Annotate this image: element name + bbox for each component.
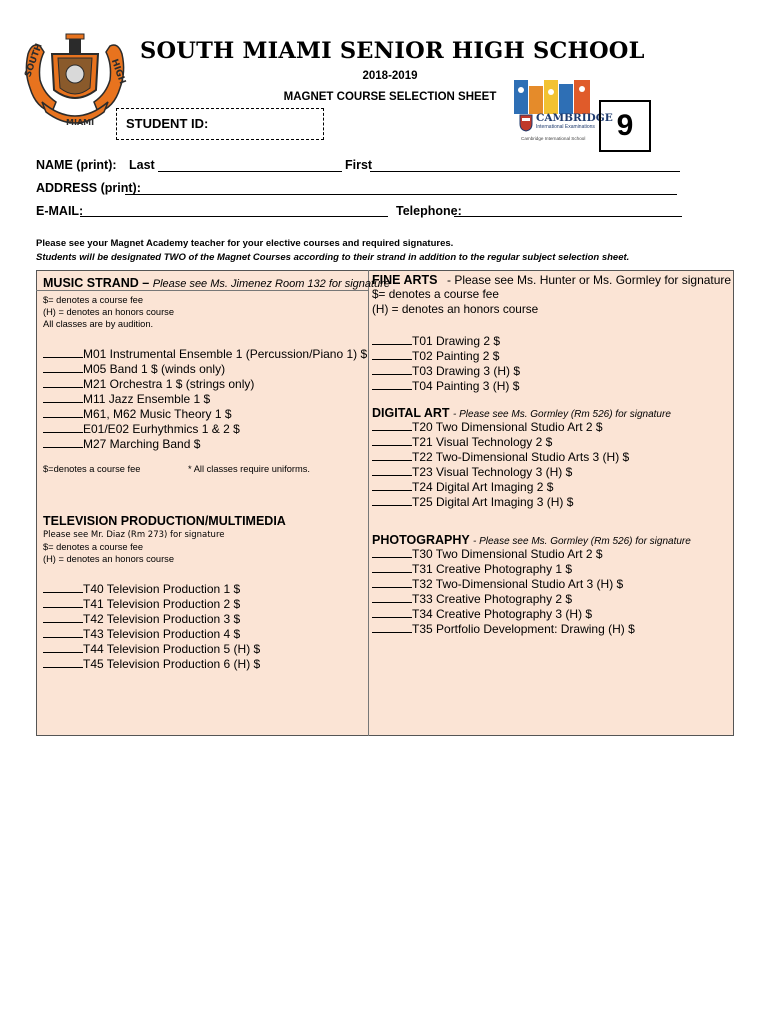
course-label: T03 Drawing 3 (H) $ (412, 364, 521, 378)
course-label: T20 Two Dimensional Studio Art 2 $ (412, 420, 603, 434)
course-label: T24 Digital Art Imaging 2 $ (412, 480, 554, 494)
digital-art-course-list (372, 420, 671, 510)
course-row[interactable] (43, 582, 286, 597)
course-row[interactable] (43, 597, 286, 612)
course-label: T04 Painting 3 (H) $ (412, 379, 520, 393)
course-blank[interactable] (43, 362, 83, 373)
tv-heading: TELEVISION PRODUCTION/MULTIMEDIA (43, 514, 286, 528)
tv-legend-line: (H) = denotes an honors course (43, 554, 175, 564)
name-label: NAME (print): (36, 158, 117, 172)
course-row[interactable] (43, 627, 286, 642)
course-label: T23 Visual Technology 3 (H) $ (412, 465, 573, 479)
course-blank[interactable] (372, 334, 412, 345)
crest-text-south: SOUTH (23, 42, 45, 79)
course-label: T30 Two Dimensional Studio Art 2 $ (412, 547, 603, 561)
course-row[interactable] (372, 435, 671, 450)
course-label: T31 Creative Photography 1 $ (412, 562, 573, 576)
strand-note: Students will be designated TWO of the Magnet Courses according to their strand in addition to the regular subject selection sheet. (36, 252, 630, 263)
course-blank[interactable] (372, 577, 412, 588)
course-blank[interactable] (372, 592, 412, 603)
course-blank[interactable] (43, 582, 83, 593)
course-blank[interactable] (372, 349, 412, 360)
form-title: MAGNET COURSE SELECTION SHEET (283, 91, 497, 103)
course-label: T32 Two-Dimensional Studio Art 3 (H) $ (412, 577, 624, 591)
last-name-field[interactable] (158, 171, 342, 172)
course-label: T35 Portfolio Development: Drawing (H) $ (412, 622, 635, 636)
first-name-field[interactable] (370, 171, 680, 172)
course-label: T45 Television Production 6 (H) $ (83, 657, 261, 671)
course-row[interactable] (372, 334, 731, 349)
course-label: T43 Television Production 4 $ (83, 627, 241, 641)
course-blank[interactable] (43, 657, 83, 668)
photography-course-list (372, 547, 691, 637)
email-label: E-MAIL: (36, 204, 84, 218)
cambridge-line2: International Examinations (536, 124, 595, 130)
instructions-note: Please see your Magnet Academy teacher for your elective courses and required signatures. (36, 238, 454, 249)
course-blank[interactable] (43, 347, 83, 358)
course-row[interactable] (43, 612, 286, 627)
course-label: M27 Marching Band $ (83, 437, 201, 451)
email-field[interactable] (80, 216, 388, 217)
course-label: T40 Television Production 1 $ (83, 582, 241, 596)
music-heading-label: MUSIC STRAND – (43, 276, 150, 290)
course-row[interactable] (43, 422, 390, 437)
course-blank[interactable] (43, 437, 83, 448)
course-row[interactable] (372, 592, 691, 607)
telephone-field[interactable] (454, 216, 682, 217)
uniform-note: * All classes require uniforms. (188, 464, 310, 474)
crest-text-miami: MIAMI (66, 118, 95, 127)
course-label: T42 Television Production 3 $ (83, 612, 241, 626)
course-blank[interactable] (372, 379, 412, 390)
fee-note: $=denotes a course fee (43, 464, 141, 474)
course-label: T01 Drawing 2 $ (412, 334, 501, 348)
grade-badge: 9 (599, 100, 651, 152)
school-name: SOUTH MIAMI SENIOR HIGH SCHOOL (140, 38, 645, 64)
course-label: T44 Television Production 5 (H) $ (83, 642, 261, 656)
course-label: M61, M62 Music Theory 1 $ (83, 407, 232, 421)
course-blank[interactable] (372, 547, 412, 558)
course-blank[interactable] (372, 607, 412, 618)
course-row[interactable] (43, 377, 390, 392)
music-legend-line: (H) = denotes an honors course (43, 307, 175, 317)
course-row[interactable] (372, 622, 691, 637)
digital-art-heading-label: DIGITAL ART (372, 406, 450, 420)
tv-legend (43, 541, 286, 565)
fine-arts-legend-line: $= denotes a course fee (372, 287, 499, 301)
course-label: M05 Band 1 $ (winds only) (83, 362, 226, 376)
cambridge-shield-icon (519, 114, 533, 132)
course-blank[interactable] (372, 562, 412, 573)
fine-arts-heading-label: FINE ARTS (372, 273, 438, 287)
course-label: M11 Jazz Ensemble 1 $ (83, 392, 211, 406)
photography-heading (372, 533, 691, 547)
photography-section (372, 533, 691, 637)
course-row[interactable] (372, 364, 731, 379)
course-row[interactable] (372, 562, 691, 577)
cambridge-line3: Cambridge International School (521, 136, 586, 141)
course-row[interactable] (43, 407, 390, 422)
crest-text-high: HIGH (108, 57, 127, 86)
course-blank[interactable] (43, 612, 83, 623)
course-row[interactable] (43, 362, 390, 377)
cambridge-name: CAMBRIDGE (536, 112, 613, 124)
course-blank[interactable] (43, 642, 83, 653)
fine-arts-section (372, 273, 731, 394)
course-blank[interactable] (372, 450, 412, 461)
first-name-label: First (345, 158, 373, 172)
course-row[interactable] (372, 495, 671, 510)
course-blank[interactable] (372, 435, 412, 446)
photography-signature-note: - Please see Ms. Gormley (Rm 526) for signature (472, 536, 691, 547)
music-section (43, 276, 390, 477)
tv-section (43, 514, 286, 672)
music-legend-line: All classes are by audition. (43, 319, 154, 329)
course-row[interactable] (43, 392, 390, 407)
music-heading (43, 276, 390, 290)
course-blank[interactable] (372, 420, 412, 431)
course-row[interactable] (372, 450, 671, 465)
music-course-list (43, 347, 390, 452)
tv-course-list (43, 582, 286, 672)
student-id-label: STUDENT ID: (126, 116, 209, 131)
course-row[interactable] (372, 480, 671, 495)
school-year: 2018-2019 (362, 70, 418, 82)
digital-art-signature-note: - Please see Ms. Gormley (Rm 526) for signature (453, 409, 671, 420)
music-signature-note: Please see Ms. Jimenez Room 132 for signature (152, 278, 390, 290)
course-row[interactable] (43, 642, 286, 657)
course-row[interactable] (43, 437, 390, 452)
course-blank[interactable] (372, 480, 412, 491)
fine-arts-legend-line: (H) = denotes an honors course (372, 302, 539, 316)
course-blank[interactable] (372, 622, 412, 633)
course-label: M01 Instrumental Ensemble 1 (Percussion/Piano 1) $ (83, 347, 368, 361)
fine-arts-heading (372, 273, 731, 287)
course-row[interactable] (372, 607, 691, 622)
course-label: T25 Digital Art Imaging 3 (H) $ (412, 495, 574, 509)
course-row[interactable] (372, 420, 671, 435)
music-legend-line: $= denotes a course fee (43, 295, 144, 305)
course-label: T21 Visual Technology 2 $ (412, 435, 553, 449)
music-footnotes (43, 463, 343, 477)
course-row[interactable] (43, 657, 286, 672)
tv-signature-note: Please see Mr. Diaz (Rm 273) for signature (43, 530, 225, 540)
course-blank[interactable] (372, 364, 412, 375)
magnet-arts-logo (514, 80, 590, 114)
fine-arts-legend (372, 287, 731, 317)
last-name-label: Last (129, 158, 155, 172)
course-row[interactable] (372, 379, 731, 394)
course-blank[interactable] (43, 392, 83, 403)
course-label: T34 Creative Photography 3 (H) $ (412, 607, 593, 621)
address-field[interactable] (125, 194, 677, 195)
fine-arts-course-list (372, 334, 731, 394)
course-blank[interactable] (43, 597, 83, 608)
course-blank[interactable] (43, 422, 83, 433)
course-label: E01/E02 Eurhythmics 1 & 2 $ (83, 422, 240, 436)
tv-legend-line: $= denotes a course fee (43, 542, 144, 552)
telephone-label: Telephone: (396, 204, 462, 218)
course-blank[interactable] (43, 377, 83, 388)
course-row[interactable] (43, 347, 390, 362)
course-blank[interactable] (372, 465, 412, 476)
course-label: M21 Orchestra 1 $ (strings only) (83, 377, 255, 391)
cambridge-logo (517, 112, 613, 144)
fine-arts-signature-note: - Please see Ms. Hunter or Ms. Gormley for signature (447, 273, 732, 287)
music-legend (43, 294, 390, 330)
course-row[interactable] (372, 349, 731, 364)
course-row[interactable] (372, 465, 671, 480)
address-label: ADDRESS (print): (36, 181, 141, 195)
digital-art-heading (372, 406, 671, 420)
course-blank[interactable] (43, 627, 83, 638)
course-blank[interactable] (372, 495, 412, 506)
course-label: T22 Two-Dimensional Studio Arts 3 (H) $ (412, 450, 630, 464)
course-row[interactable] (372, 547, 691, 562)
school-crest-logo (22, 32, 128, 128)
course-label: T33 Creative Photography 2 $ (412, 592, 573, 606)
course-row[interactable] (372, 577, 691, 592)
digital-art-section (372, 406, 671, 510)
course-label: T41 Television Production 2 $ (83, 597, 241, 611)
photography-heading-label: PHOTOGRAPHY (372, 533, 470, 547)
course-blank[interactable] (43, 407, 83, 418)
course-label: T02 Painting 2 $ (412, 349, 500, 363)
